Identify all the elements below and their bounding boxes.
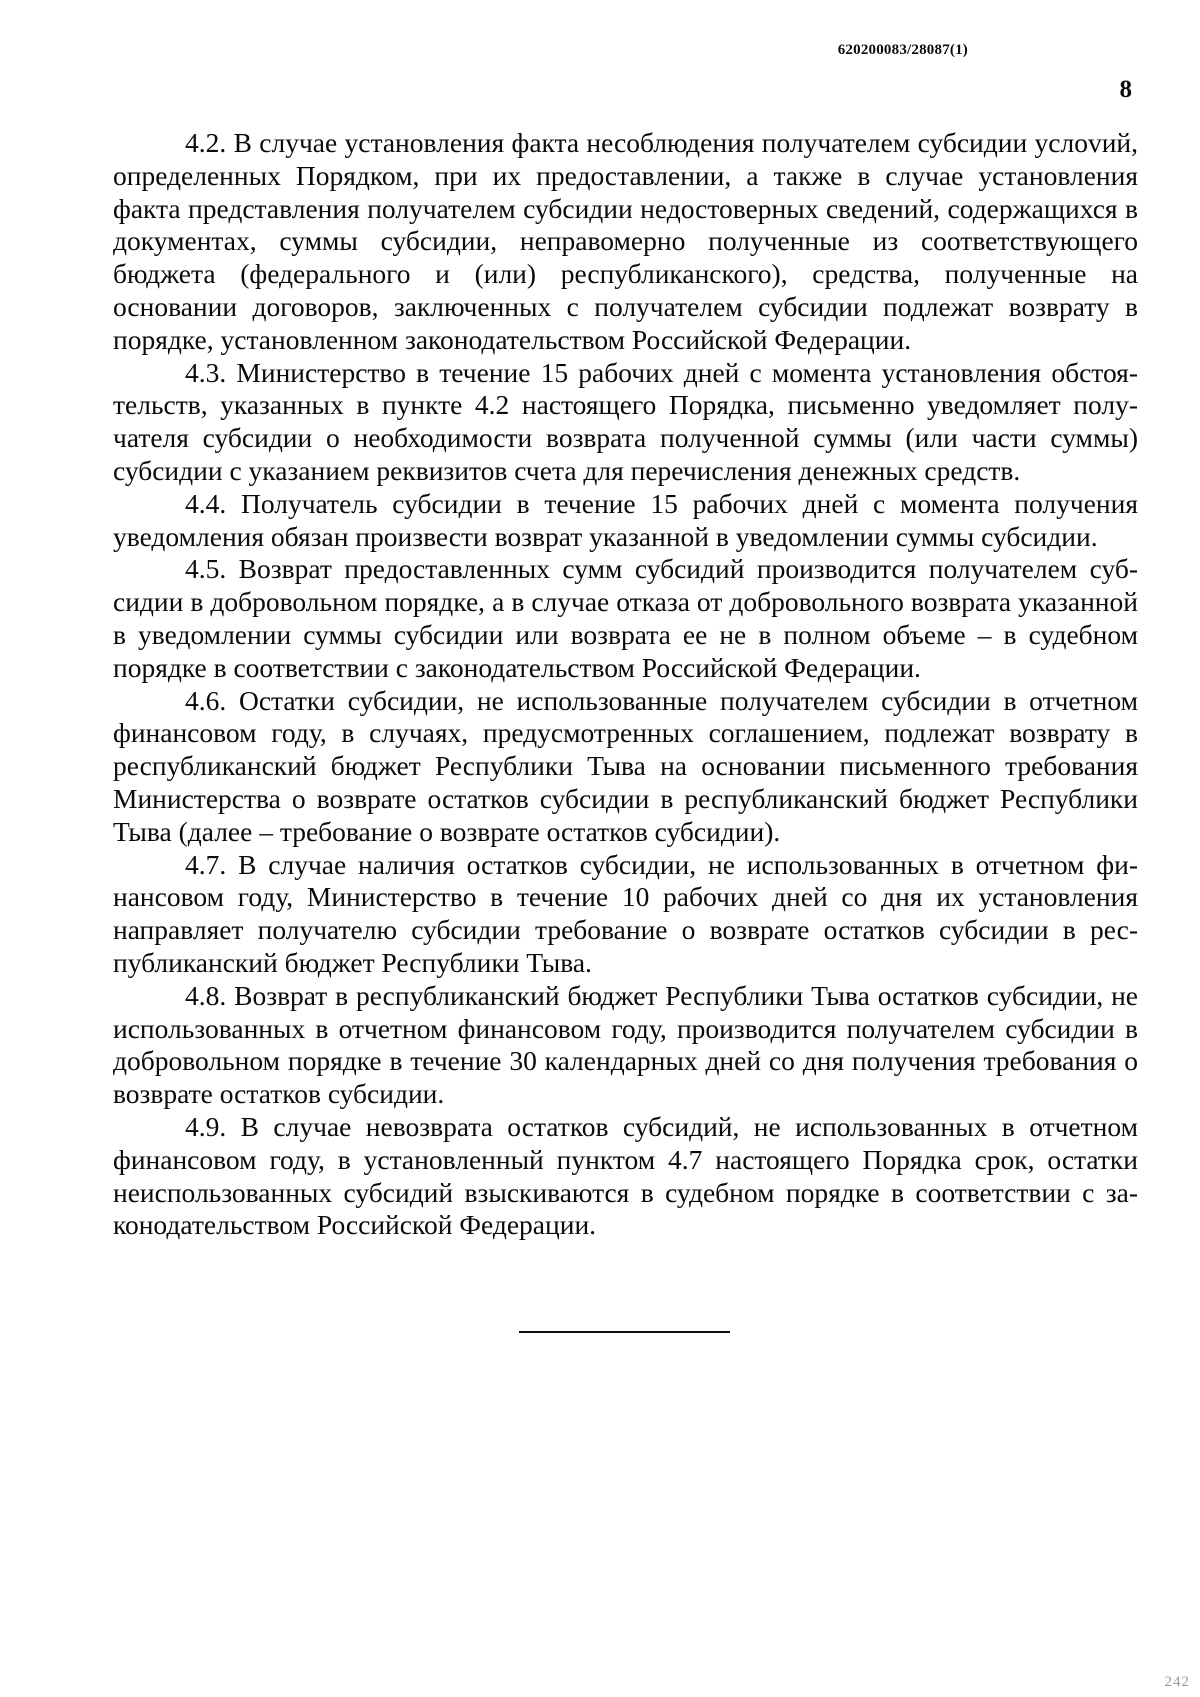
paragraph-4-9: 4.9. В случае невозврата остатков субсидий, не использованных в отчетном финансовом году, в установленный пунктом 4.7 настоящего Порядка срок, остатки неиспользованных субсидий взыскиваются в судебном порядке в соответствии с законодательством Российской Федерации.	[113, 1110, 1138, 1241]
end-of-text-divider	[519, 1331, 730, 1333]
corner-page-mark: 242	[1164, 1674, 1190, 1690]
page-number: 8	[1119, 76, 1132, 103]
paragraph-4-5: 4.5. Возврат предоставленных сумм субсидий производится получателем субсидии в добровольном порядке, а в случае отказа от добровольного возврата указанной в уведомлении суммы субсидии или возврата ее не в полном объеме – в судебном порядке в соответствии с законодательством Российской Федерации.	[113, 553, 1138, 683]
paragraph-4-4: 4.4. Получатель субсидии в течение 15 рабочих дней с момента получения уведомления обязан произвести возврат указанной в уведомлении суммы субсидии.	[113, 487, 1138, 552]
document-code: 620200083/28087(1)	[837, 42, 968, 58]
paragraph-4-7: 4.7. В случае наличия остатков субсидии, не использованных в отчетном финансовом году, Министерство в течение 10 рабочих дней со дня их установления направляет получателю субсидии требование о возврате остатков субсидии в республиканский бюджет Республики Тыва.	[113, 848, 1138, 978]
paragraph-4-8: 4.8. Возврат в республиканский бюджет Республики Тыва остатков субсидии, не использованных в отчетном финансовом году, производится получателем субсидии в добровольном порядке в течение 30 календарных дней со дня получения требования о возврате остатков субсидии.	[113, 979, 1138, 1110]
paragraph-4-2: 4.2. В случае установления факта несоблюдения получателем субсидии услоvий, определенных Порядком, при их предоставлении, а также в случае установления факта представления получателем субсидии недостоверных сведений, содержащихся в документах, суммы субсидии, неправомерно полученные из соответствующего бюджета (федерального и (или) республиканского), средства, полученные на основании договоров, заключенных с получателем субсидии подлежат возврату в порядке, установленном законодательством Российской Федерации.	[113, 127, 1138, 355]
paragraph-4-6: 4.6. Остатки субсидии, не использованные получателем субсидии в отчетном финансовом году, в случаях, предусмотренных соглашением, подлежат возврату в республиканский бюджет Республики Тыва на основании письменного требования Министерства о возврате остатков субсидии в республиканский бюджет Республики Тыва (далее – требование о возврате остатков субсидии).	[113, 684, 1138, 847]
paragraph-4-3: 4.3. Министерство в течение 15 рабочих дней с момента установления обстоятельств, указанных в пункте 4.2 настоящего Порядка, письменно уведомляет получателя субсидии о необходимости возврата полученной суммы (или части суммы) субсидии с указанием реквизитов счета для перечисления денежных средств.	[113, 356, 1138, 486]
document-body	[113, 127, 1138, 1242]
